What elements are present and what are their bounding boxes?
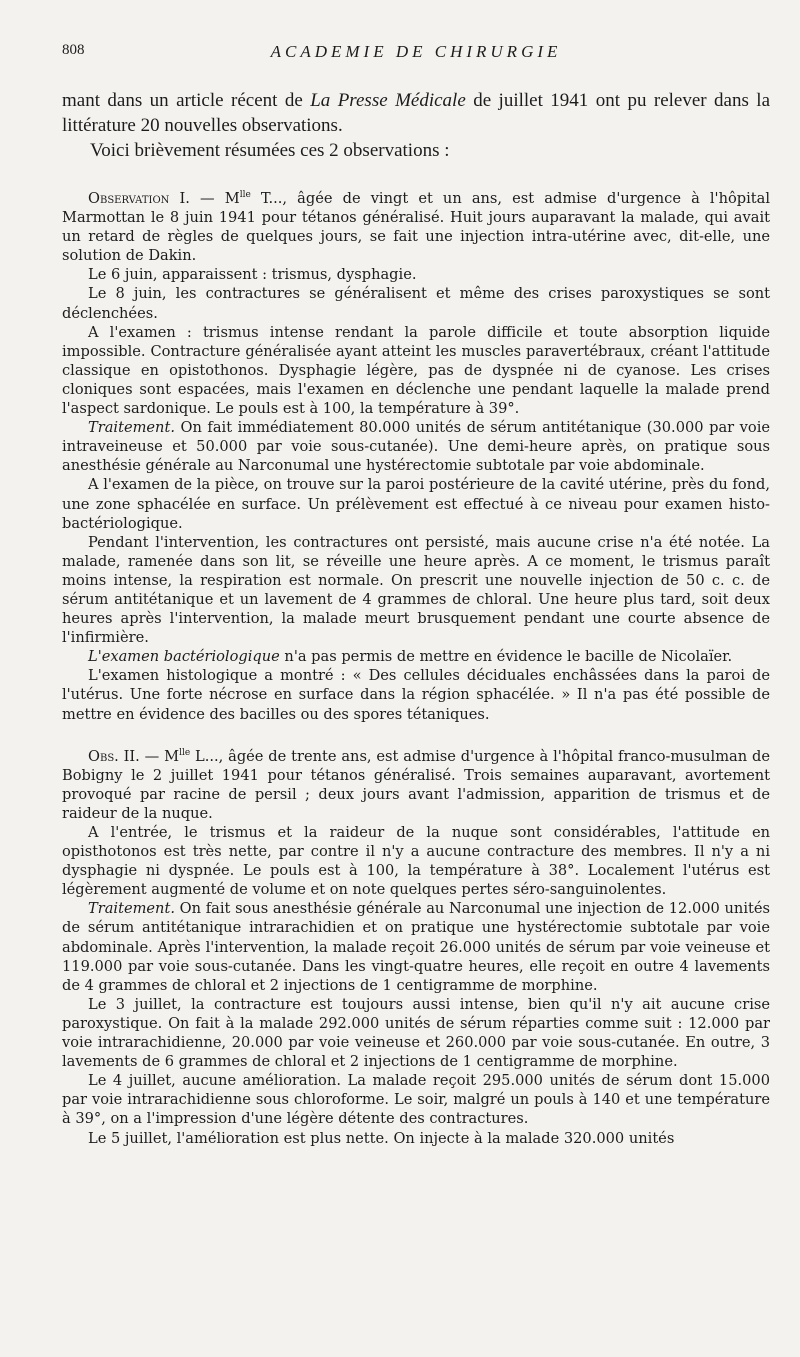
bacteriology-heading: L'examen bactériologique xyxy=(88,648,280,666)
obs1-paragraph: Le 6 juin, apparaissent : trismus, dysphagie. xyxy=(88,266,417,284)
obs1-paragraph: Le 8 juin, les contractures se généralisent et même des crises paroxystiques se sont déclenchées. xyxy=(62,285,770,322)
observation-2 xyxy=(62,747,770,1148)
treatment-heading: Traitement. xyxy=(88,419,175,437)
obs1-paragraph: L'examen histologique a montré : « Des cellules déciduales enchâssées dans la paroi de l'utérus. Une forte nécrose en surface dans la région sphacélée. » Il n'a pas été possible de mettre en évidence des bacilles ou des spores tétaniques. xyxy=(62,667,770,723)
observation-1 xyxy=(62,189,770,724)
obs2-paragraph: Le 4 juillet, aucune amélioration. La malade reçoit 295.000 unités de sérum dont 15.000 par voie intrarachidienne sous chloroforme. Le soir, malgré un pouls à 140 et une température à 39°, on a l'impression d'une légère détente des contractures. xyxy=(62,1072,770,1128)
observation-label: Obs. II. xyxy=(88,747,140,765)
obs2-paragraph: A l'entrée, le trismus et la raideur de la nuque sont considérables, l'attitude en opisthotonos est très nette, par contre il n'y a aucune contracture des membres. Il n'y a ni dysphagie ni dyspnée. Le pouls est à 100, la température à 38°. Localement l'utérus est légèrement augmenté de volume et on note quelques pertes séro-sanguinolentes. xyxy=(62,824,770,899)
intro-paragraph: Voici brièvement résumées ces 2 observations : xyxy=(90,140,450,161)
intro-paragraph: mant dans un article récent de La Presse Médicale de juillet 1941 ont pu relever dans la littérature 20 nouvelles observations. xyxy=(62,90,771,136)
running-title: ACADEMIE DE CHIRURGIE xyxy=(270,42,562,61)
obs1-paragraph: Traitement. On fait immédiatement 80.000 unités de sérum antitétanique (30.000 par voie intraveineuse et 50.000 par voie sous-cutanée). Une demi-heure après, on pratique sous anesthésie générale au Narconumal une hystérectomie subtotale par voie abdominale. xyxy=(62,419,770,475)
intro-text xyxy=(62,88,770,163)
obs1-paragraph: Pendant l'intervention, les contractures ont persisté, mais aucune crise n'a été notée. La malade, ramenée dans son lit, se réveille une heure après. A ce moment, le trismus paraît moins intense, la respiration est normale. On prescrit une nouvelle injection de 50 c. c. de sérum antitétanique et un lavement de 4 grammes de chloral. Une heure plus tard, soit deux heures après l'intervention, la malade meurt brusquement pendant une courte absence de l'infirmière. xyxy=(62,533,770,647)
page-header xyxy=(62,40,770,70)
obs2-paragraph: Le 3 juillet, la contracture est toujours aussi intense, bien qu'il n'y ait aucune crise paroxystique. On fait à la malade 292.000 unités de sérum réparties comme suit : 12.000 par voie intrarachidienne, 20.000 par voie veineuse et 260.000 par voie sous-cutanée. En outre, 3 lavements de 6 grammes de chloral et 2 injections de 1 centigramme de morphine. xyxy=(62,995,770,1071)
journal-title: La Presse Médicale xyxy=(310,90,466,111)
page-number: 808 xyxy=(62,42,85,58)
obs1-paragraph: L'examen bactériologique n'a pas permis de mettre en évidence le bacille de Nicolaïer. xyxy=(88,648,733,666)
obs2-paragraph: Traitement. On fait sous anesthésie générale au Narconumal une injection de 12.000 unités de sérum antitétanique intrarachidien et on pratique une hystérectomie subtotale par voie abdominale. Après l'intervention, la malade reçoit 26.000 unités de sérum par voie veineuse et 119.000 par voie sous-cutanée. Dans les vingt-quatre heures, elle reçoit en outre 4 lavements de 4 grammes de chloral et 2 injections de 1 centigramme de morphine. xyxy=(62,900,770,994)
treatment-heading: Traitement. xyxy=(88,900,175,918)
obs1-paragraph: A l'examen de la pièce, on trouve sur la paroi postérieure de la cavité utérine, près du fond, une zone sphacélée en surface. Un prélèvement est effectué à ce niveau pour examen histo-bactériologique. xyxy=(62,476,770,532)
obs1-paragraph: Observation I. — $M^{lle}$ T..., âgée de vingt et un ans, est admise d'urgence à l'hôpital Marmottan le 8 juin 1941 pour tétanos généralisé. Huit jours auparavant la malade, qui avait un retard de règles de quelques jours, se fait une injection intra-utérine avec, dit-elle, une solution de Dakin. xyxy=(62,190,771,265)
obs2-paragraph: Le 5 juillet, l'amélioration est plus nette. On injecte à la malade 320.000 unités xyxy=(88,1129,675,1147)
book-page xyxy=(62,40,770,1148)
observation-label: Observation I. xyxy=(88,190,190,207)
obs2-paragraph: Obs. II. — $M^{lle}$ L..., âgée de trente ans, est admise d'urgence à l'hôpital franco-musulman de Bobigny le 2 juillet 1941 pour tétanos généralisé. Trois semaines auparavant, avortement provoqué par racine de persil ; deux jours avant l'admission, apparition de trismus et de raideur de la nuque. xyxy=(62,747,770,822)
obs1-paragraph: A l'examen : trismus intense rendant la parole difficile et toute absorption liquide impossible. Contracture généralisée ayant atteint les muscles paravertébraux, créant l'attitude classique en opistothonos. Dysphagie légère, pas de dyspnée ni de cyanose. Les crises cloniques sont espacées, mais l'examen en déclenche une pendant laquelle la malade prend l'aspect sardonique. Le pouls est à 100, la température à 39°. xyxy=(62,323,770,418)
